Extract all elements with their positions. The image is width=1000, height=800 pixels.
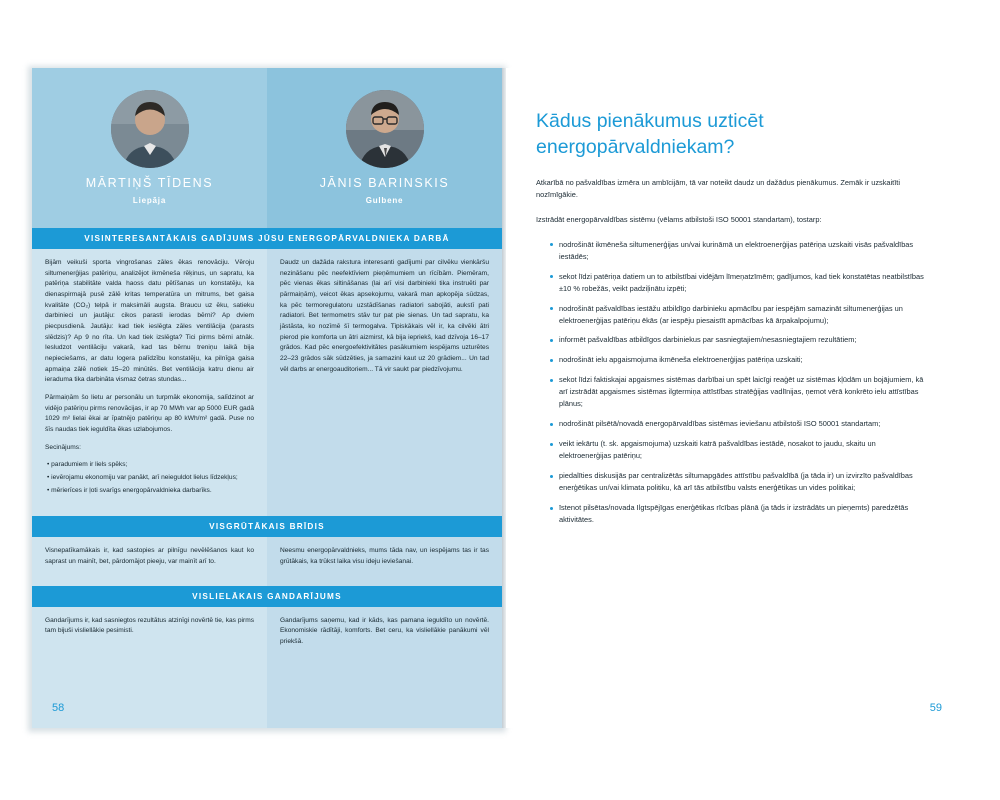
section-heading-1: VISINTERESANTĀKAIS GADĪJUMS JŪSU ENERGOPĀRVALDNIEKA DARBĀ bbox=[32, 228, 502, 249]
paragraph: Pārmaiņām šo lietu ar personālu un turpmāk ekonomija, salīdzinot ar vidējo patēriņu pirms renovācijas, ir ap 70 MWh var ap 5000 EUR gadā 1029 m² lielai ēkai ar īpatnējo patēriņu ap 80 kWh/m² gadā. Puse no šīs naudas tiek ieguldīta ēkas uzlabojumos. bbox=[45, 394, 254, 434]
section-1-col-right bbox=[267, 249, 502, 510]
section-body-3 bbox=[32, 607, 502, 660]
page-filler bbox=[32, 660, 502, 728]
list-item: informēt pašvaldības atbildīgos darbiniekus par sasniegtajiem/nesasniegtajiem rezultātiem; bbox=[550, 334, 924, 346]
person-city: Gulbene bbox=[365, 196, 404, 205]
paragraph: Daudz un dažāda rakstura interesanti gadījumi par cilvēku vienkāršu nezināšanu pēc neefektīviem pieņēmumiem un rīcībām. Piemēram, pēc vienas ēkas siltināšanas (lai arī visi darbinieki tika instruēti par pārmaiņām), veicot ēkas apsekojumu, vakarā man apkopēja sūdzas, ka pēc termoregulatoru uzstādīšanas radiatori sabojāti, aukstī pati radiatori. Bet termometrs stāv tur pat pie sienas. Un tad sapratu, ka jāstāsta, ko nozīmē šī termogalva. Tipiskākais vēl ir, ka cilvēki ātri pierod pie komforta un ātri aizmirst, kā bija iepriekš, kad dzīvoja 16–17 grādos. Kad pēc energoefektivitātes pasākumiem iespējams uzturētes 22–23 grādos sāk sūdzēties, ja samazini kaut uz 20 grādiem... Un tad vēl darbs ar energoauditoriem... Tā vir saukt par piedzīvojumu. bbox=[280, 259, 489, 373]
paragraph: Secinājums: bbox=[45, 443, 81, 451]
intro-paragraph: Atkarībā no pašvaldības izmēra un ambīcijām, tā var noteikt daudz un dažādus pienākumus. Zemāk ir uzskaitīti nozīmīgākie. bbox=[536, 177, 900, 199]
page-number-left: 58 bbox=[52, 702, 65, 714]
list-item: • paradumiem ir liels spēks; bbox=[47, 461, 128, 469]
page-number-right: 59 bbox=[929, 702, 942, 714]
person-name: JĀNIS BARINSKIS bbox=[319, 176, 450, 190]
portrait-photo-icon bbox=[111, 90, 189, 168]
avatar bbox=[111, 90, 189, 168]
paragraph: Visnepatīkamākais ir, kad sastopies ar pilnīgu nevēlēšanos kaut ko saprast un mainīt, bet, pārdomājot pieeju, var mainīt arī to. bbox=[45, 547, 254, 566]
person-block-2 bbox=[267, 68, 502, 228]
section-heading-3: VISLIELĀKAIS GANDARĪJUMS bbox=[32, 586, 502, 607]
left-page bbox=[32, 68, 502, 728]
list-item: īstenot pilsētas/novada Ilgtspējīgas enerģētikas rīcības plānā (ja tāds ir izstrādāts un pieņemts) paredzētās aktivitātes. bbox=[550, 502, 924, 526]
avatar bbox=[346, 90, 424, 168]
person-block-1 bbox=[32, 68, 267, 228]
section-body-2 bbox=[32, 537, 502, 579]
page-title: Kādus pienākumus uzticēt energopārvaldniekam? bbox=[536, 110, 764, 159]
list-item: nodrošināt pašvaldības iestāžu atbildīgo darbinieku apmācību par iespējām samazināt siltumenerģijas un elektroenerģijas patēriņu ēkās (ar iespēju piesaistīt apmācības kā ārpakalpojumu); bbox=[550, 303, 924, 327]
section-1-col-left bbox=[32, 249, 267, 510]
list-item: piedalīties diskusijās par centralizētās siltumapgādes attīstību pašvaldībā (ja tāda ir) un izvirzīto pašvaldības enerģētikas un/vai klimata politiku, kā arī tās atbilstību valsts enerģētikas un vides politikai; bbox=[550, 470, 924, 494]
paragraph: Gandarījums ir, kad sasniegtos rezultātus atzinīgi novērtē tie, kas pirms tam bijuši visliellākie pesimisti. bbox=[45, 616, 254, 635]
right-page bbox=[506, 68, 968, 728]
intro-paragraph: Izstrādāt energopārvaldības sistēmu (vēlams atbilstoši ISO 50001 standartam), tostarp: bbox=[536, 214, 822, 224]
conclusion-list bbox=[45, 460, 254, 496]
list-item: nodrošināt ikmēneša siltumenerģijas un/vai kurināmā un elektroenerģijas patēriņa uzskaiti visās pašvaldības iestādēs; bbox=[550, 239, 924, 263]
paragraph: Gandarījums saņemu, kad ir kāds, kas pamana ieguldīto un novērtē. Ekonomiskie rādītāji, komforts. Bet ceru, ka visliellākie panākumi vēl priekšā. bbox=[280, 616, 489, 646]
person-city: Liepāja bbox=[132, 196, 167, 205]
section-3-col-left bbox=[32, 607, 267, 660]
portrait-photo-icon bbox=[346, 90, 424, 168]
section-body-1 bbox=[32, 249, 502, 510]
list-item: sekot līdzi faktiskajai apgaismes sistēmas darbībai un spēt laicīgi reaģēt uz sistēmas kļūdām un bojājumiem, kā arī izstrādāt apgaismes sistēmas ilgtermiņa attīstības stratēģijas vadlīnijas, ņemot vērā konkrēto ielu attīstības plānus; bbox=[550, 374, 924, 410]
person-name: MĀRTIŅŠ TĪDENS bbox=[85, 176, 214, 190]
paragraph: Bijām veikuši sporta vingrošanas zāles ēkas renovāciju. Vēroju siltumenerģijas patēriņu, analizējot ikmēneša rēķinus, un sapratu, ka patēriņa stabilitāte valda haoss datu pētīšanas un konstatēju, ka dienaspirmajā pusē zālē kritas temperatūra un mitrums, bet gaisa kvalitāte (CO₂) telpā ir maksimāli augsta. Braucu uz ēku, satieku darbinieci un jautāju: cikos parasti ierodas bērni? Ap dviem piecpusdienā. Jautāju: kad tiek ieslēgta zāles ventilācija (parasts slēdzis)? Ap 9 no rīta. Un kad tiek izslēgta? Tici pirms bērni atnāk. Iesludzot ventilāciju vakarā, kad tas bērnu treniņu laikā bija nepieciešams, ar datu logera palīdzību konstatēju, ka pilnīga gaisa apmaiņa zālē notiek 15–20 minūtēs. Bet ventilācija katru dienu air ieraduma tika darbināta vismaz četras stundas... bbox=[45, 259, 254, 384]
section-3-col-right bbox=[267, 607, 502, 660]
duties-list bbox=[536, 239, 924, 527]
list-item: sekot līdzi patēriņa datiem un to atbilstībai vidējām līmeņatzīmēm; gadījumos, kad tiek konstatētas neatbilstības ±10 % robežās, veikt padziļinātu izpēti; bbox=[550, 271, 924, 295]
list-item: • ievērojamu ekonomiju var panākt, arī neieguldot lielus līdzekļus; bbox=[47, 474, 238, 482]
paragraph: Neesmu energopārvaldnieks, mums tāda nav, un iespējams tas ir tas grūtākais, ka trūkst laika visu ideju ieviešanai. bbox=[280, 547, 489, 566]
section-2-col-left bbox=[32, 537, 267, 579]
section-heading-2: VISGRŪTĀKAIS BRĪDIS bbox=[32, 516, 502, 537]
list-item: veikt iekārtu (t. sk. apgaismojuma) uzskaiti katrā pašvaldības iestādē, nosakot to jaudu, skaitu un elektroenerģijas patēriņu; bbox=[550, 438, 924, 462]
portrait-band bbox=[32, 68, 502, 228]
list-item: • mērierīces ir ļoti svarīgs energopārvaldnieka darbarīks. bbox=[47, 486, 212, 494]
list-item: nodrošināt pilsētā/novadā energopārvaldības sistēmas ieviešanu atbilstoši ISO 50001 standartam; bbox=[550, 418, 924, 430]
section-2-col-right bbox=[267, 537, 502, 579]
list-item: nodrošināt ielu apgaismojuma ikmēneša elektroenerģijas patēriņa uzskaiti; bbox=[550, 354, 924, 366]
